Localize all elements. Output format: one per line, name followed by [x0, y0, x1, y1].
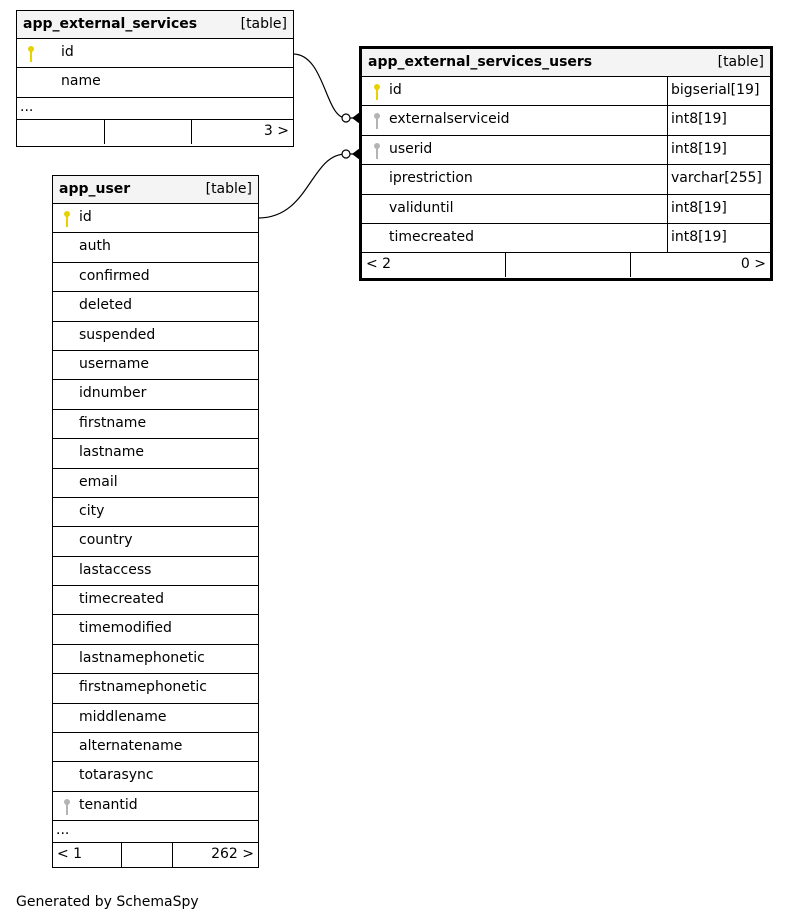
table-app-external-services[interactable] [16, 10, 294, 147]
column-name: totarasync [79, 767, 154, 784]
column-name: confirmed [79, 267, 150, 284]
footer-divider [630, 253, 631, 277]
fk-optional-circle [342, 114, 350, 122]
ellipsis-text: ... [20, 98, 34, 115]
column-name: tenantid [79, 796, 138, 813]
column-row[interactable] [53, 322, 258, 351]
column-type: int8[19] [671, 199, 727, 216]
column-name: lastname [79, 444, 144, 461]
column-name: timecreated [79, 591, 164, 608]
column-name: id [389, 82, 402, 98]
column-name: lastaccess [79, 561, 152, 578]
table-app-user[interactable] [52, 175, 259, 868]
column-row[interactable] [362, 77, 770, 106]
foreign-key-icon [63, 798, 71, 816]
column-row[interactable] [53, 204, 258, 233]
column-list [362, 77, 770, 253]
column-type: bigserial[19] [671, 82, 760, 98]
column-name: timecreated [389, 228, 474, 245]
column-row[interactable] [53, 410, 258, 439]
column-type: int8[19] [671, 140, 727, 157]
column-row[interactable] [362, 106, 770, 135]
column-name: validuntil [389, 199, 454, 216]
column-row[interactable] [53, 380, 258, 409]
parents-count[interactable]: < 2 [366, 256, 392, 273]
column-name: email [79, 473, 118, 490]
column-type: int8[19] [671, 111, 727, 128]
column-row[interactable] [53, 439, 258, 468]
column-row[interactable] [53, 586, 258, 615]
column-type: int8[19] [671, 228, 727, 245]
column-name: lastnamephonetic [79, 649, 205, 666]
column-name: id [61, 44, 74, 60]
children-count[interactable]: 262 > [211, 846, 254, 863]
column-name: country [79, 532, 133, 549]
column-row[interactable] [53, 557, 258, 586]
column-row[interactable] [53, 615, 258, 644]
column-list [53, 204, 258, 821]
table-name: app_external_services [23, 16, 198, 32]
more-columns [17, 98, 293, 120]
children-count[interactable]: 0 > [740, 256, 766, 273]
children-count[interactable]: 3 > [263, 122, 289, 139]
footer-divider [191, 120, 192, 144]
column-name: deleted [79, 297, 132, 314]
column-row[interactable] [53, 733, 258, 762]
ellipsis-text: ... [56, 822, 70, 839]
column-type: varchar[255] [671, 170, 762, 187]
column-name: auth [79, 238, 111, 255]
column-name: suspended [79, 326, 156, 343]
more-columns [53, 821, 258, 843]
column-name: iprestriction [389, 170, 473, 187]
column-name: externalserviceid [389, 111, 510, 128]
column-name: alternatename [79, 738, 183, 755]
column-row[interactable] [362, 136, 770, 165]
column-row[interactable] [53, 527, 258, 556]
column-name: id [79, 209, 92, 225]
foreign-key-icon [373, 112, 381, 130]
column-row[interactable] [53, 263, 258, 292]
table-name: app_user [59, 181, 131, 197]
column-name: middlename [79, 708, 167, 725]
column-row[interactable] [53, 292, 258, 321]
column-row[interactable] [362, 165, 770, 194]
column-row[interactable] [53, 233, 258, 262]
generated-by-label: Generated by SchemaSpy [16, 894, 199, 910]
column-row[interactable] [17, 68, 293, 97]
fk-line-externalserviceid [293, 54, 360, 118]
parents-count[interactable]: < 1 [57, 846, 83, 863]
table-type: [table] [205, 181, 252, 197]
column-name: city [79, 502, 105, 519]
fk-optional-circle [342, 150, 350, 158]
table-footer [53, 843, 258, 867]
column-row[interactable] [362, 195, 770, 224]
column-row[interactable] [53, 704, 258, 733]
table-header [362, 49, 770, 77]
column-name: timemodified [79, 620, 172, 637]
column-name: firstname [79, 414, 147, 431]
primary-key-icon [373, 83, 381, 101]
primary-key-icon [63, 210, 71, 228]
column-name: userid [389, 140, 433, 157]
column-row[interactable] [53, 792, 258, 821]
table-name: app_external_services_users [368, 54, 593, 70]
column-name: name [61, 73, 101, 90]
column-name: username [79, 355, 149, 372]
column-name: idnumber [79, 385, 147, 402]
column-row[interactable] [53, 762, 258, 791]
table-footer [17, 120, 293, 144]
footer-divider [505, 253, 506, 277]
column-row[interactable] [53, 498, 258, 527]
footer-divider [104, 120, 105, 144]
table-footer [362, 253, 770, 277]
column-row[interactable] [53, 469, 258, 498]
column-row[interactable] [53, 674, 258, 703]
column-row[interactable] [362, 224, 770, 253]
primary-key-icon [27, 45, 35, 63]
foreign-key-icon [373, 142, 381, 160]
column-name: firstnamephonetic [79, 679, 207, 696]
column-row[interactable] [53, 351, 258, 380]
column-row[interactable] [17, 39, 293, 68]
fk-line-userid [258, 154, 360, 218]
table-type: [table] [240, 16, 287, 32]
table-header [53, 176, 258, 204]
table-app-external-services-users[interactable] [359, 46, 773, 281]
footer-divider [172, 843, 173, 867]
table-header [17, 11, 293, 39]
footer-divider [121, 843, 122, 867]
table-type: [table] [717, 54, 764, 70]
column-row[interactable] [53, 645, 258, 674]
